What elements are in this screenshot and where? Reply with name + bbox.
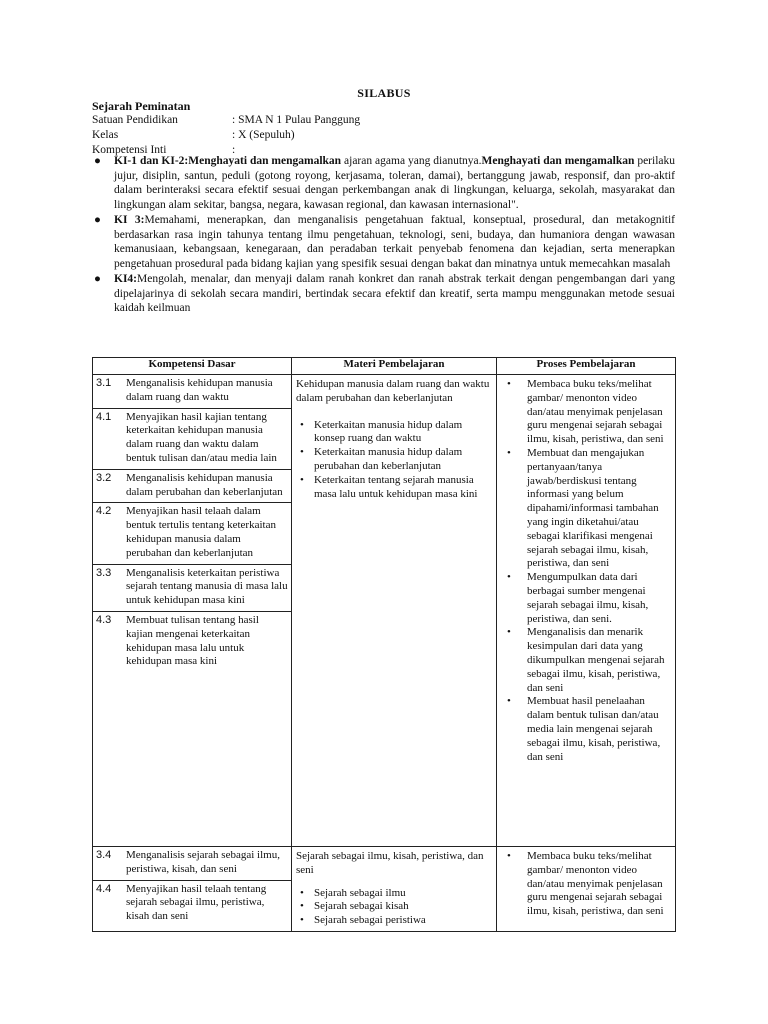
proses-cell — [497, 847, 676, 932]
kd-item — [93, 881, 291, 927]
header-materi-pembelajaran: Materi Pembelajaran — [292, 358, 497, 375]
document-title: SILABUS — [357, 86, 411, 100]
list-item: • Membaca buku teks/melihat gambar/ menonton video dan/atau menyimak penjelasan guru mengenai sejarah sebagai ilmu, kisah, peristiwa, dan seni — [501, 378, 671, 447]
kd-text: Menyajikan hasil kajian tentang keterkaitan kehidupan manusia dalam ruang dan waktu dalam bentuk tulisan dan/atau media lain — [126, 410, 277, 464]
list-item: • Menganalisis dan menarik kesimpulan dari data yang dikumpulkan mengenai sejarah sebagai ilmu, kisah, peristiwa, dan seni — [501, 626, 671, 695]
list-item: • Membaca buku teks/melihat gambar/ menonton video dan/atau menyimak penjelasan guru mengenai sejarah sebagai ilmu, kisah, peristiwa, dan seni — [501, 850, 671, 919]
kd-item — [93, 612, 291, 672]
ki-text: perilaku jujur, disiplin, santun, peduli (gotong royong, kerjasama, toleran, damai), bertanggung jawab, responsif, dan pro-aktif dalam berinteraksi secara efektif sesuai dengan perkembangan anak di lingkungan, keluarga, sekolah, masyarakat dan lingkungan alam sekitar, bangsa, negara, kawasan regional, dan kawasan internasional". — [114, 155, 675, 211]
list-item: • Keterkaitan tentang sejarah manusia masa lalu untuk kehidupan masa kini — [296, 474, 492, 502]
ki-text: Memahami, menerapkan, dan menganalisis pengetahuan faktual, konseptual, prosedural, dan metakognitif berdasarkan rasa ingin tahunya tentang ilmu pengetahuan, teknologi, seni, budaya, dan humaniora dengan wawasan kemanusiaan, kebangsaan, kenegaraan, dan peradaban terkait penyebab fenomena dan kejadian, serta menerapkan pengetahuan prosedural pada bidang kajian yang spesifik sesuai dengan bakat dan minatnya untuk memecahkan masalah — [114, 214, 676, 270]
ki-item — [92, 213, 675, 271]
kd-number: 3.2 — [96, 471, 112, 484]
kd-item — [93, 565, 291, 612]
kd-text: Menganalisis sejarah sebagai ilmu, peristiwa, kisah, dan seni — [126, 849, 280, 875]
kd-text: Menganalisis kehidupan manusia dalam perubahan dan keberlanjutan — [126, 471, 283, 498]
bullet-icon: ● — [94, 155, 101, 167]
kd-item — [93, 847, 291, 881]
header-kompetensi-dasar: Kompetensi Dasar — [93, 358, 292, 375]
kd-cell — [93, 847, 292, 932]
info-key: Satuan Pendidikan — [92, 114, 178, 126]
kd-number: 4.2 — [96, 505, 112, 518]
kd-item — [93, 375, 291, 409]
ki-text: Mengolah, menalar, dan menyaji dalam ranah konkret dan ranah abstrak terkait dengan pengembangan dari yang dipelajarinya di sekolah secara mandiri, bertindak secara efektif dan kreatif, serta mampu menggunakan metode sesuai kaidah keilmuan — [114, 273, 675, 314]
header-proses-pembelajaran: Proses Pembelajaran — [497, 358, 676, 375]
proses-list — [501, 378, 671, 764]
bullet-icon: ● — [94, 273, 101, 285]
kd-text: Membuat tulisan tentang hasil kajian mengenai keterkaitan kehidupan masa lalu untuk kehidupan masa kini — [126, 613, 259, 668]
kompetensi-inti-list — [92, 154, 675, 317]
kd-text: Menganalisis keterkaitan peristiwa sejarah tentang manusia di masa lalu untuk kehidupan masa kini — [126, 566, 288, 607]
proses-cell — [497, 375, 676, 847]
kd-cell — [93, 375, 292, 847]
materi-title: Sejarah sebagai ilmu, kisah, peristiwa, dan seni — [296, 850, 484, 876]
info-value: : X (Sepuluh) — [232, 129, 295, 141]
list-item: • Membuat dan mengajukan pertanyaan/tanya jawab/berdiskusi tentang informasi yang belum dipahami/informasi tambahan yang ingin diketahui/atau sebagai klarifikasi mengenai sejarah sebagai ilmu, kisah, peristiwa, dan seni — [501, 447, 671, 571]
ki-item — [92, 272, 675, 316]
table-row — [93, 847, 676, 932]
materi-title: Kehidupan manusia dalam ruang dan waktu dalam perubahan dan keberlanjutan — [296, 378, 490, 404]
kd-text: Menyajikan hasil telaah dalam bentuk tertulis tentang keterkaitan kehidupan manusia dalam perubahan dan keberlanjutan — [126, 505, 276, 559]
list-item: • Sejarah sebagai peristiwa — [296, 914, 492, 928]
ki-label: KI-1 dan KI-2:Menghayati dan mengamalkan — [114, 155, 342, 167]
kd-number: 3.3 — [96, 566, 112, 579]
info-value: : — [232, 144, 236, 156]
ki-label: KI4: — [114, 273, 137, 285]
kd-number: 4.4 — [96, 882, 112, 895]
materi-cell — [292, 847, 497, 932]
list-item: • Keterkaitan manusia hidup dalam konsep ruang dan waktu — [296, 419, 492, 447]
list-item: • Mengumpulkan data dari berbagai sumber mengenai sejarah sebagai ilmu, kisah, peristiwa, dan seni. — [501, 571, 671, 626]
ki-emphasis: Menghayati dan mengamalkan — [481, 155, 635, 167]
kd-text: Menganalisis kehidupan manusia dalam ruang dan waktu — [126, 377, 273, 403]
kd-number: 3.4 — [96, 849, 112, 861]
materi-cell — [292, 375, 497, 847]
info-value: : SMA N 1 Pulau Panggung — [232, 114, 361, 126]
kd-item — [93, 409, 291, 470]
list-item: • Sejarah sebagai kisah — [296, 900, 492, 914]
proses-list — [501, 850, 671, 919]
info-key: Kompetensi Inti — [92, 144, 167, 156]
bullet-icon: ● — [94, 214, 101, 226]
kd-text: Menyajikan hasil telaah tentang sejarah sebagai ilmu, peristiwa, kisah dan seni — [126, 882, 267, 923]
ki-item — [92, 154, 675, 212]
ki-text: ajaran agama yang dianutnya. — [341, 155, 482, 167]
list-item: • Keterkaitan manusia hidup dalam perubahan dan keberlanjutan — [296, 446, 492, 474]
table-header-row — [93, 358, 676, 375]
kd-number: 4.3 — [96, 613, 112, 626]
materi-list — [296, 419, 492, 502]
list-item: • Membuat hasil penelaahan dalam bentuk tulisan dan/atau media lain mengenai sejarah sebagai ilmu, kisah, peristiwa, dan seni — [501, 695, 671, 764]
kd-number: 4.1 — [96, 410, 112, 423]
kd-item — [93, 503, 291, 564]
info-key: Kelas — [92, 129, 119, 141]
kd-item — [93, 470, 291, 504]
subject-heading: Sejarah Peminatan — [92, 99, 191, 113]
syllabus-table — [92, 357, 676, 932]
kd-number: 3.1 — [96, 377, 112, 389]
list-item: • Sejarah sebagai ilmu — [296, 887, 492, 901]
table-row — [93, 375, 676, 847]
materi-list — [296, 887, 492, 928]
ki-label: KI 3: — [114, 214, 145, 226]
